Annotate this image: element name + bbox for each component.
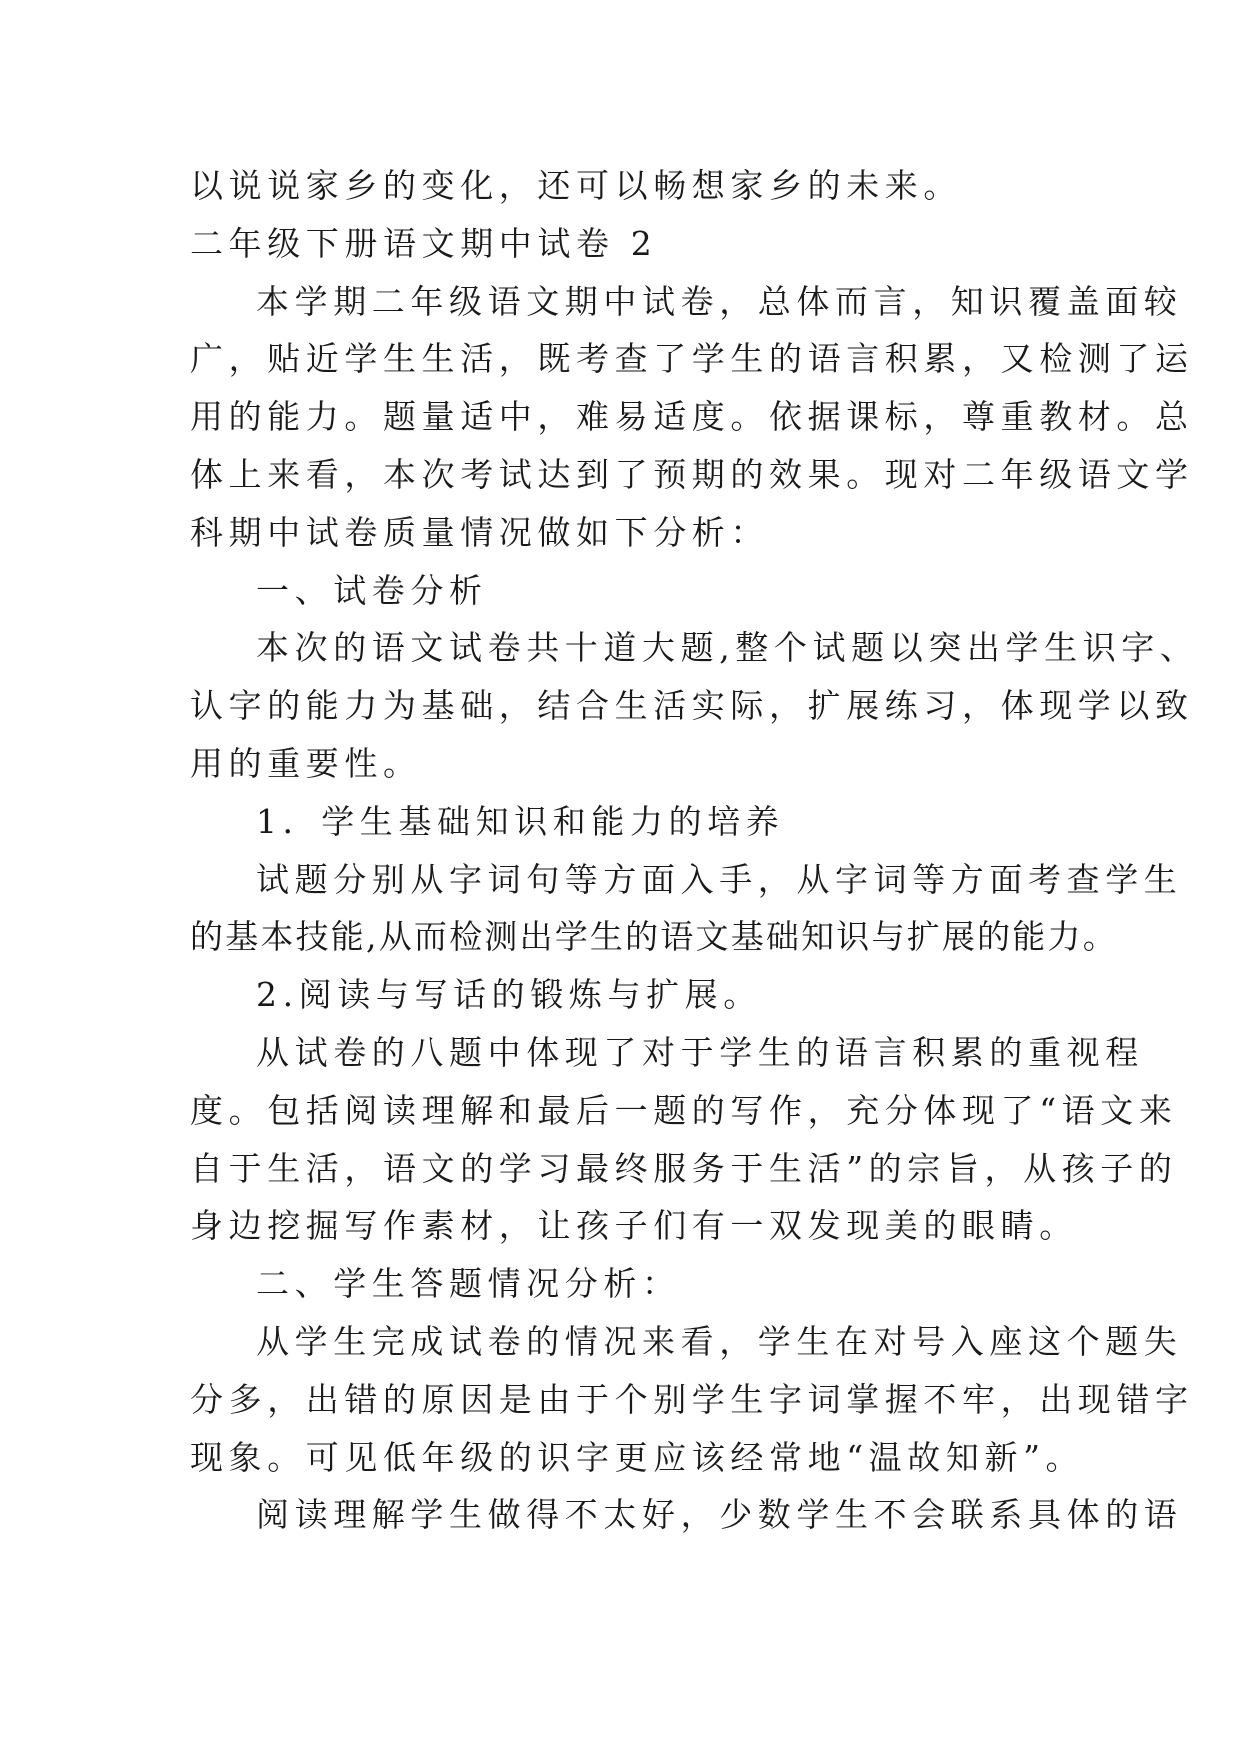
document-page — [190, 157, 1199, 1544]
body-text-line: 体上来看，本次考试达到了预期的效果。现对二年级语文学 — [190, 454, 1194, 494]
section-heading: 一、试卷分析 — [256, 570, 488, 610]
body-text-line: 自于生活，语文的学习最终服务于生活”的宗旨，从孩子的 — [190, 1148, 1178, 1188]
body-text-line: 从试卷的八题中体现了对于学生的语言积累的重视程 — [256, 1032, 1144, 1072]
body-text-line: 本学期二年级语文期中试卷，总体而言，知识覆盖面较 — [256, 281, 1183, 321]
body-text-line: 科期中试卷质量情况做如下分析： — [190, 512, 769, 552]
body-text-line: 试题分别从字词句等方面入手，从字词等方面考查学生 — [256, 859, 1183, 899]
body-text-line: 用的重要性。 — [190, 743, 422, 783]
body-text-line: 阅读理解学生做得不太好，少数学生不会联系具体的语 — [256, 1495, 1183, 1535]
section-heading: 二、学生答题情况分析： — [256, 1264, 681, 1304]
body-text-line: 广，贴近学生生活，既考查了学生的语言积累，又检测了运 — [190, 339, 1194, 379]
section-title: 二年级下册语文期中试卷 2 — [190, 223, 658, 263]
subsection-heading: 2.阅读与写话的锻炼与扩展。 — [256, 975, 762, 1015]
body-text-line: 以说说家乡的变化，还可以畅想家乡的未来。 — [190, 166, 962, 205]
subsection-heading: 1．学生基础知识和能力的培养 — [256, 801, 785, 841]
body-text-line: 身边挖掘写作素材，让孩子们有一双发现美的眼睛。 — [190, 1206, 1078, 1246]
body-text-line: 从学生完成试卷的情况来看，学生在对号入座这个题失 — [256, 1321, 1183, 1361]
body-text-line: 本次的语文试卷共十道大题,整个试题以突出学生识字、 — [256, 628, 1199, 668]
body-text-line: 的基本技能,从而检测出学生的语文基础知识与扩展的能力。 — [190, 917, 1118, 957]
body-text-line: 现象。可见低年级的识字更应该经常地“温故知新”。 — [190, 1437, 1085, 1477]
body-text-line: 认字的能力为基础，结合生活实际，扩展练习，体现学以致 — [190, 686, 1194, 726]
body-text-line: 度。包括阅读理解和最后一题的写作，充分体现了“语文来 — [190, 1090, 1178, 1130]
body-text-line: 用的能力。题量适中，难易适度。依据课标，尊重教材。总 — [190, 397, 1194, 437]
body-text-line: 分多，出错的原因是由于个别学生字词掌握不牢，出现错字 — [190, 1379, 1194, 1419]
